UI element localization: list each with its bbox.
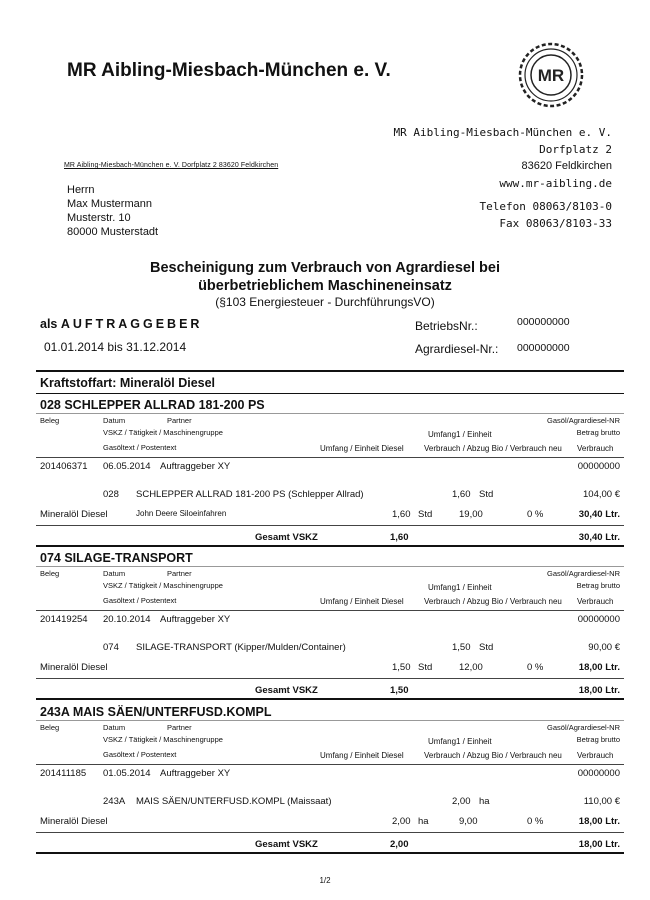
divider bbox=[36, 566, 624, 567]
header-verbrauch: Verbrauch / Abzug Bio / Verbrauch neu bbox=[424, 444, 562, 453]
agrar-label: Agrardiesel-Nr.: bbox=[415, 342, 499, 356]
bio-deduction bbox=[527, 662, 543, 673]
partner-name: Auftraggeber XY bbox=[160, 768, 231, 779]
header-verbrauch: Verbrauch / Abzug Bio / Verbrauch neu bbox=[424, 751, 562, 760]
document-title bbox=[0, 259, 650, 295]
recipient-street: Musterstr. 10 bbox=[67, 212, 131, 224]
divider bbox=[36, 457, 624, 458]
role-label: AUFTRAGGEBER bbox=[60, 317, 203, 331]
header-betrag: Betrag brutto bbox=[576, 428, 620, 437]
header-partner: Partner bbox=[167, 569, 192, 578]
vskz-description: SILAGE-TRANSPORT (Kipper/Mulden/Container) bbox=[136, 642, 346, 653]
umfang-unit: ha bbox=[418, 816, 429, 827]
header-datum: Datum bbox=[103, 416, 126, 425]
header-gasoeltext: Gasöltext / Postentext bbox=[103, 443, 177, 452]
header-beleg: Beleg bbox=[40, 569, 60, 578]
sender-street: Dorfplatz 2 bbox=[539, 143, 612, 156]
umfang1-unit: Std bbox=[479, 642, 494, 653]
header-beleg: Beleg bbox=[40, 416, 60, 425]
gasoel-nr-value: 00000000 bbox=[577, 461, 620, 472]
sum-umfang: 1,60 bbox=[390, 532, 409, 543]
header-gasoel-nr: Gasöl/Agrardiesel-NR bbox=[547, 569, 620, 578]
divider bbox=[36, 678, 624, 679]
header-beleg: Beleg bbox=[40, 723, 60, 732]
umfang1-value: 1,60 bbox=[452, 489, 471, 500]
divider bbox=[36, 852, 624, 854]
gasoel-nr-value: 00000000 bbox=[577, 768, 620, 779]
bio-deduction bbox=[527, 816, 543, 827]
header-verbrauch-2: Verbrauch bbox=[577, 751, 614, 760]
header-partner: Partner bbox=[167, 416, 192, 425]
title-line-2: überbetrieblichem Maschineneinsatz bbox=[198, 278, 452, 294]
gasoel-text: Mineralöl Diesel bbox=[40, 662, 108, 673]
divider bbox=[36, 545, 624, 547]
contact-block bbox=[480, 198, 612, 232]
section-title: 243A MAIS SÄEN/UNTERFUSD.KOMPL bbox=[40, 705, 272, 719]
umfang1-value: 2,00 bbox=[452, 796, 471, 807]
umfang-value: 1,60 bbox=[392, 509, 411, 520]
fuel-type: Kraftstoffart: Mineralöl Diesel bbox=[40, 376, 216, 390]
header-umfang-diesel: Umfang / Einheit Diesel bbox=[320, 444, 404, 453]
recipient-address bbox=[67, 183, 158, 239]
umfang1-value: 1,50 bbox=[452, 642, 471, 653]
role-prefix: als bbox=[40, 317, 58, 331]
header-datum: Datum bbox=[103, 569, 126, 578]
divider bbox=[36, 370, 624, 372]
bio-deduction bbox=[527, 509, 543, 520]
header-umfang1: Umfang1 / Einheit bbox=[428, 430, 492, 439]
period: 01.01.2014 bis 31.12.2014 bbox=[44, 340, 187, 354]
umfang1-unit: ha bbox=[479, 796, 490, 807]
header-gasoel-nr: Gasöl/Agrardiesel-NR bbox=[547, 416, 620, 425]
verbrauch-value: 12,00 bbox=[459, 662, 483, 673]
beleg-date: 06.05.2014 bbox=[103, 461, 151, 472]
header-umfang1: Umfang1 / Einheit bbox=[428, 583, 492, 592]
fax: Fax 08063/8103-33 bbox=[499, 217, 612, 230]
header-gasoeltext: Gasöltext / Postentext bbox=[103, 596, 177, 605]
verbrauch-value: 19,00 bbox=[459, 509, 483, 520]
recipient-city: 80000 Musterstadt bbox=[67, 226, 159, 238]
beleg-number: 201411185 bbox=[40, 768, 87, 779]
verbrauch-value: 9,00 bbox=[459, 816, 478, 827]
divider bbox=[36, 764, 624, 765]
partner-name: Auftraggeber XY bbox=[160, 461, 231, 472]
header-verbrauch: Verbrauch / Abzug Bio / Verbrauch neu bbox=[424, 597, 562, 606]
divider bbox=[36, 393, 624, 394]
sender-city: 83620 Feldkirchen bbox=[521, 160, 612, 172]
header-betrag: Betrag brutto bbox=[576, 735, 620, 744]
posten-text: John Deere Siloeinfahren bbox=[136, 509, 227, 518]
sum-umfang: 2,00 bbox=[390, 839, 409, 850]
title-line-1: Bescheinigung zum Verbrauch von Agrardiesel bei bbox=[150, 260, 500, 276]
header-verbrauch-2: Verbrauch bbox=[577, 444, 614, 453]
header-umfang1: Umfang1 / Einheit bbox=[428, 737, 492, 746]
sum-liters: 18,00 Ltr. bbox=[578, 685, 620, 696]
divider bbox=[36, 413, 624, 414]
sender-web[interactable]: www.mr-aibling.de bbox=[499, 177, 612, 190]
betriebsnr-label: BetriebsNr.: bbox=[415, 319, 478, 333]
header-datum: Datum bbox=[103, 723, 126, 732]
divider bbox=[36, 720, 624, 721]
phone: Telefon 08063/8103-0 bbox=[479, 200, 612, 213]
beleg-number: 201419254 bbox=[40, 614, 88, 625]
section-title: 028 SCHLEPPER ALLRAD 181-200 PS bbox=[40, 398, 265, 412]
sender-name: MR Aibling-Miesbach-München e. V. bbox=[393, 126, 612, 139]
divider bbox=[36, 832, 624, 833]
verbrauch-neu: 18,00 Ltr. bbox=[578, 816, 620, 827]
mr-logo bbox=[518, 42, 584, 108]
umfang-unit: Std bbox=[418, 509, 433, 520]
bio-deduction-value: 0 % bbox=[527, 662, 544, 673]
divider bbox=[36, 525, 624, 526]
partner-name: Auftraggeber XY bbox=[160, 614, 231, 625]
recipient-name: Max Mustermann bbox=[67, 198, 152, 210]
beleg-date: 20.10.2014 bbox=[103, 614, 151, 625]
umfang1-unit: Std bbox=[479, 489, 494, 500]
betrag-value: 104,00 € bbox=[583, 489, 620, 500]
divider bbox=[36, 698, 624, 700]
header-verbrauch-2: Verbrauch bbox=[577, 597, 614, 606]
bio-deduction-value: 0 % bbox=[527, 816, 544, 827]
sender-block bbox=[393, 124, 612, 192]
header-partner: Partner bbox=[167, 723, 192, 732]
vskz-code: 243A bbox=[103, 796, 126, 807]
agrar-value: 000000000 bbox=[517, 342, 570, 354]
umfang-value: 2,00 bbox=[392, 816, 411, 827]
umfang-value: 1,50 bbox=[392, 662, 411, 673]
page-number: 1/2 bbox=[319, 876, 331, 885]
gasoel-text: Mineralöl Diesel bbox=[40, 816, 108, 827]
header-umfang-diesel: Umfang / Einheit Diesel bbox=[320, 597, 404, 606]
verbrauch-neu: 30,40 Ltr. bbox=[578, 509, 620, 520]
umfang-unit: Std bbox=[418, 662, 433, 673]
beleg-date: 01.05.2014 bbox=[103, 768, 151, 779]
betrag-value: 110,00 € bbox=[583, 796, 620, 807]
org-title: MR Aibling-Miesbach-München e. V. bbox=[67, 60, 391, 81]
header-vskz: VSKZ / Tätigkeit / Maschinengruppe bbox=[103, 428, 223, 437]
header-gasoeltext: Gasöltext / Postentext bbox=[103, 750, 177, 759]
bio-deduction-value: 0 % bbox=[527, 509, 544, 520]
sum-label: Gesamt VSKZ bbox=[255, 685, 318, 696]
header-umfang-diesel: Umfang / Einheit Diesel bbox=[320, 751, 404, 760]
sum-label: Gesamt VSKZ bbox=[255, 532, 318, 543]
vskz-description: SCHLEPPER ALLRAD 181-200 PS (Schlepper Allrad) bbox=[136, 489, 364, 500]
sum-label: Gesamt VSKZ bbox=[255, 839, 318, 850]
vskz-description: MAIS SÄEN/UNTERFUSD.KOMPL (Maissaat) bbox=[136, 796, 332, 807]
vskz-code: 028 bbox=[103, 489, 119, 500]
verbrauch-neu: 18,00 Ltr. bbox=[578, 662, 620, 673]
header-vskz: VSKZ / Tätigkeit / Maschinengruppe bbox=[103, 581, 223, 590]
recipient-salutation: Herrn bbox=[67, 184, 95, 196]
sum-liters: 18,00 Ltr. bbox=[578, 839, 620, 850]
sum-liters: 30,40 Ltr. bbox=[578, 532, 620, 543]
gasoel-text: Mineralöl Diesel bbox=[40, 509, 108, 520]
header-gasoel-nr: Gasöl/Agrardiesel-NR bbox=[547, 723, 620, 732]
vskz-code: 074 bbox=[103, 642, 119, 653]
return-address-line: MR Aibling-Miesbach-München e. V. Dorfplatz 2 83620 Feldkirchen bbox=[64, 162, 279, 169]
svg-text:MR: MR bbox=[537, 66, 565, 85]
mr-logo-icon bbox=[518, 42, 584, 108]
document-subtitle: (§103 Energiesteuer - DurchführungsVO) bbox=[215, 295, 435, 309]
betrag-value: 90,00 € bbox=[588, 642, 620, 653]
sum-umfang: 1,50 bbox=[390, 685, 409, 696]
section-title: 074 SILAGE-TRANSPORT bbox=[40, 551, 193, 565]
betriebsnr-value: 000000000 bbox=[517, 316, 570, 328]
divider bbox=[36, 610, 624, 611]
beleg-number: 201406371 bbox=[40, 461, 88, 472]
role-heading bbox=[40, 317, 202, 331]
header-betrag: Betrag brutto bbox=[576, 581, 620, 590]
gasoel-nr-value: 00000000 bbox=[577, 614, 620, 625]
header-vskz: VSKZ / Tätigkeit / Maschinengruppe bbox=[103, 735, 223, 744]
